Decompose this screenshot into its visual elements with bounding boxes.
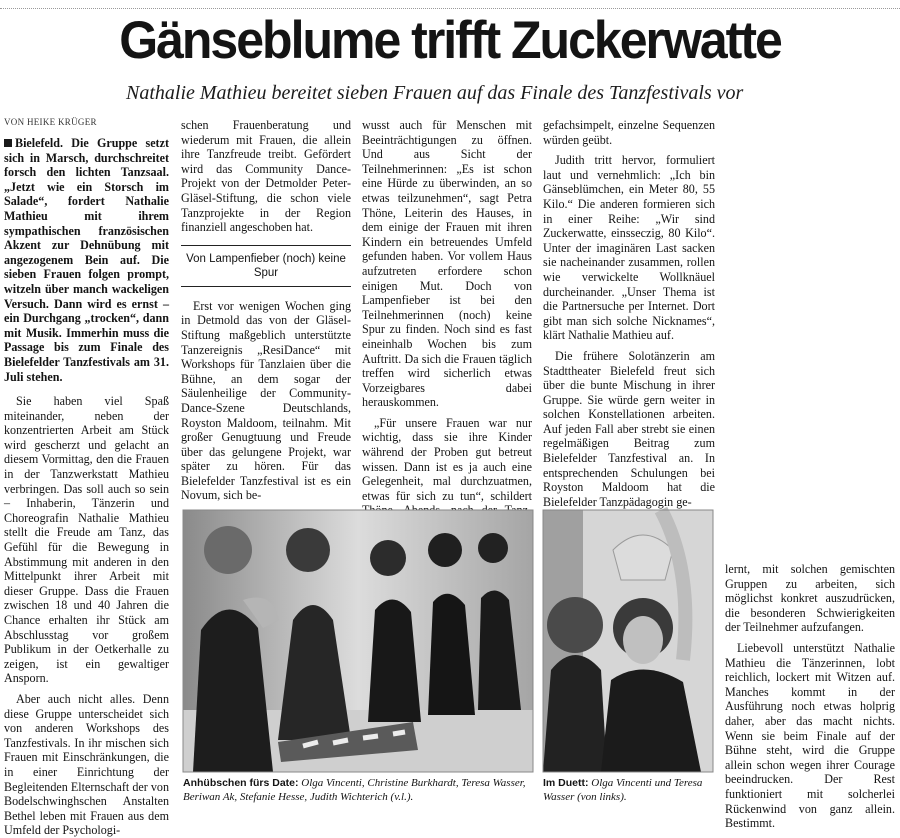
col4-paragraph-1: gefachsimpelt, einzelne Sequenzen würden geübt. xyxy=(543,118,715,147)
photo-duet-image xyxy=(543,510,713,772)
photo-dancers-group-image xyxy=(183,510,533,772)
caption-photo-1 xyxy=(183,776,533,816)
headline: Gänseblume trifft Zuckerwatte xyxy=(119,10,781,70)
col4-paragraph-2: Judith tritt hervor, formuliert laut und vernehmlich: „Ich bin Gänseblümchen, ein Meter 80, 55 Kilo.“ Die anderen formieren sich in einer Reihe: „Wir sind Zuckerwatte, einsseczig, 80 Kilo“. Unter der imaginären Last sacken sie nacheinander zusammen, rollen wie verwickelte Wollknäuel durcheinander. „Unser Thema ist die Partnersuche per Internet. Dort gibt man sich solche Nicknames“, klärt Nathalie Mathieu auf. xyxy=(543,153,715,343)
col5-paragraph-2: Liebevoll unterstützt Nathalie Mathieu die Tänzerinnen, lobt reichlich, lockert mit Witzen auf. Manches kommt in der Ausführung noch etwas holprig daher, aber das macht nichts. Wenn sie beim Finale auf der Bühne steht, wird die Gruppe allein schon wegen ihrer Courage beeindrucken. Der Rest funktioniert mit solcherlei Rückenwind von ganz allein. Bestimmt. xyxy=(725,640,895,831)
caption-photo-2-label: Im Duett: xyxy=(543,777,589,789)
text-column-2 xyxy=(181,118,351,506)
col3-paragraph-2: „Für unsere Frauen war nur wichtig, dass sie ihre Kinder während der Proben gut betreut wissen. Dann ist es ja auch eine Gelegenheit, mal durchzuatmen, etwas für sich zu tun“, schildert xyxy=(362,415,532,503)
col5-paragraph-1: lernt, mit solchen gemischten Gruppen zu arbeiten, sich möglichst konkret auszudrücken, die besonderen Schwierigkeiten der Teilnehmer aufzufangen. xyxy=(725,562,895,635)
lead-square-icon xyxy=(4,139,12,147)
col1-paragraph-2: Aber auch nicht alles. Denn diese Gruppe unterscheidet sich von anderen Workshops des Tanzfestivals. In ihr mischen sich Frauen mit Einschränkungen, die in einer Einrichtung der Begleitenden Elternschaft der von Bodelschwinghschen Anstalten Bethel leben mit Frauen aus dem Umfeld der Psychologi- xyxy=(4,691,169,838)
text-column-1 xyxy=(4,136,169,838)
caption-photo-1-label: Anhübschen fürs Date: xyxy=(183,777,299,789)
author-byline: VON HEIKE KRÜGER xyxy=(4,117,97,127)
caption-photo-1-text: Olga Vincenti, Christine Burkhardt, Teresa Wasser, Beriwan Ak, Stefanie Hesse, Judith Wichterich (v.l.). xyxy=(183,777,526,803)
col2-paragraph-1: schen Frauenberatung und wiederum mit Frauen, die allein ihre Tanzfreude treibt. Gefördert wird das Community Dance-Projekt von der Detmolder Peter-Gläsel-Stiftung, die schon viele Tanzprojekte in der Region finanziell angeschoben hat. xyxy=(181,118,351,235)
text-column-3 xyxy=(362,118,532,506)
section-subheading: Von Lampenfieber (noch) keine Spur xyxy=(181,245,351,287)
text-column-5 xyxy=(725,562,895,831)
caption-photo-2-text: Olga Vincenti und Teresa Wasser (von links). xyxy=(543,777,703,803)
text-column-4 xyxy=(543,118,715,509)
col2-paragraph-2: Erst vor wenigen Wochen ging in Detmold das von der Gläsel-Stiftung maßgeblich unterstützte Tanzereignis „ResiDance“ mit Workshops für Tanzlaien über die Bühne, an dem sogar der Säulenheilige der Community-Dance-Szene Deutschlands, Royston Maldoom, teilnahm. Mit großer Genugtuung und Freude über das gelungene Projekt, war später zu hören. Für das Bielefelder Tanzfestival ist es ein Novum, sich be- xyxy=(181,298,351,503)
lead-paragraph: Bielefeld. Die Gruppe setzt sich in Marsch, durchschreitet forsch den lichten Tanzsaal. „Jetzt wie ein Storsch im Salade“, fordert Nathalie Mathieu mit ihrem sympathischen französischen Akzent zur Dehnübung mit angezogenem Bein auf. Die sieben Frauen folgen prompt, witzeln über manch wackeligen Versuch. Dann wird es ernst – ein Durchgang „trocken“, dann mit Musik. Immerhin muss die Passage bis zum Finale des Bielefelder Tanzfestivals am 31. Juli stehen. xyxy=(4,136,169,384)
col1-paragraph-1: Sie haben viel Spaß miteinander, neben der konzentrierten Arbeit am Stück wird gescherzt und gelacht an diesem Vormittag, den die Frauen in der Tanzwerkstatt Mathieu verbringen. Das soll auch so sein – Inhaberin, Tänzerin und Choreografin Nathalie Mathieu stellt die Freude am Tanz, das Gefühl für die Bewegung in Abstimmung mit anderen in den Mittelpunkt ihrer Arbeit mit dieser Gruppe. Dass die Frauen zwischen 18 und 40 Jahren die Chance erhalten ihr Stück am Abschlusstag vor großem Publikum in der Oetkerhalle zu zeigen, ist ein gewaltiger Ansporn. xyxy=(4,394,169,686)
col3-paragraph-1: wusst auch für Menschen mit Beeinträchtigungen zu öffnen. Und aus Sicht der Teilnehmerinnen: „Es ist schon eine Hürde zu überwinden, an so etwas teilzunehmen“, sagt Petra Thöne, Leiterin des Hauses, in dem einige der Frauen mit ihren Kindern ein betreuendes Umfeld gefunden haben. Vor vollem Haus aufzutreten erfordere schon einigen Mut. Doch von Lampenfieber ist bei den Teilnehmerinnen (noch) keine Spur zu finden. Noch sind es fast eineinhalb Wochen bis zum Auftritt. Da sich die Frauen täglich treffen wird sicherlich etwas Vorzeigbares dabei herauskommen. xyxy=(362,118,532,410)
photo-duet xyxy=(543,510,713,772)
caption-photo-2 xyxy=(543,776,715,816)
subheadline: Nathalie Mathieu bereitet sieben Frauen auf das Finale des Tanzfestivals vor xyxy=(126,82,744,104)
photo-dancers-group xyxy=(183,510,533,772)
col4-paragraph-3: Die frühere Solotänzerin am Stadttheater Bielefeld freut sich über die bunte Mischung in ihrer Gruppe. Sie würde gern weiter in solchen Konstellationen arbeiten. Auf jeden Fall aber strebt sie einen regelmäßigen Beitrag zum Bielefelder Tanzfestival an. In entsprechenden Schulungen bei Royston Maldoom hat die Bielefelder Tanzpädagogin ge- xyxy=(543,348,715,509)
